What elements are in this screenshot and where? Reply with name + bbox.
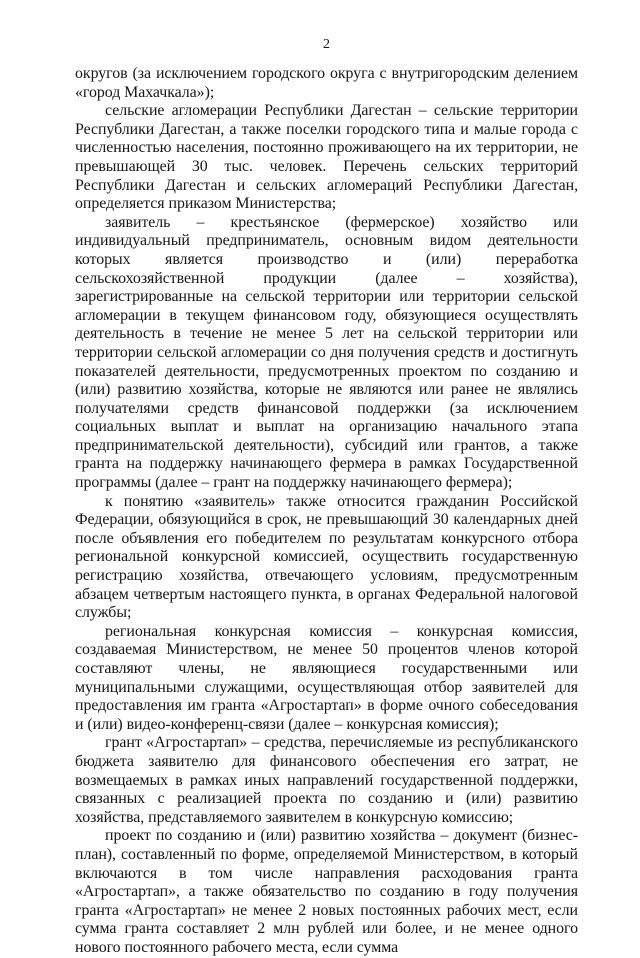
paragraph-business-project: проект по созданию и (или) развитию хозяйства – документ (бизнес-план), составленный по форме, определяемой Министерством, в который включаются в том числе направления расходования гранта «Агростартап», а также обязательство по созданию в году получения гранта «Агростартап» не менее 2 новых постоянных рабочих мест, если сумма гранта составляет 2 млн рублей или более, и не менее одного нового постоянного рабочего места, если сумма bbox=[75, 827, 578, 956]
paragraph-applicant-definition: заявитель – крестьянское (фермерское) хозяйство или индивидуальный предприниматель, основным видом деятельности которых является производство и (или) переработка сельскохозяйственной продукции (далее – хозяйства), зарегистрированные на сельской территории или территории сельской агломерации в текущем финансовом году, обязующиеся осуществлять деятельность в течение не менее 5 лет на сельской территории или территории сельской агломерации со дня получения средств и достигнуть показателей деятельности, предусмотренных проектом по созданию и (или) развитию хозяйства, которые не являются или ранее не являлись получателями средств финансовой поддержки (за исключением социальных выплат и выплат на организацию начального этапа предпринимательской деятельности), субсидий или грантов, а также гранта на поддержку начинающего фермера в рамках Государственной программы (далее – грант на поддержку начинающего фермера); bbox=[75, 213, 578, 492]
paragraph-regional-commission: региональная конкурсная комиссия – конкурсная комиссия, создаваемая Министерством, не менее 50 процентов членов которой составляют члены, не являющиеся государственными или муниципальными служащими, осуществляющая отбор заявителей для предоставления им гранта «Агростартап» в форме очного собеседования и (или) видео-конференц-связи (далее – конкурсная комиссия); bbox=[75, 622, 578, 733]
paragraph-applicant-citizen: к понятию «заявитель» также относится гражданин Российской Федерации, обязующийся в срок, не превышающий 30 календарных дней после объявления его победителем по результатам конкурсного отбора региональной конкурсной комиссией, осуществить государственную регистрацию хозяйства, отвечающего условиям, предусмотренным абзацем четвертым настоящего пункта, в органах Федеральной налоговой службы; bbox=[75, 492, 578, 622]
paragraph-grant-agrostartup: грант «Агростартап» – средства, перечисляемые из республиканского бюджета заявителю для финансового обеспечения его затрат, не возмещаемых в рамках иных направлений государственной поддержки, связанных с реализацией проекта по созданию и (или) развитию хозяйства, представляемого заявителем в конкурсную комиссию; bbox=[75, 734, 578, 826]
page-number: 2 bbox=[323, 37, 330, 52]
paragraph-okrugov: округов (за исключением городского округа с внутригородским делением «город Махачкала»); bbox=[75, 65, 578, 101]
paragraph-rural-agglomerations: сельские агломерации Республики Дагестан – сельские территории Республики Дагестан, а также поселки городского типа и малые города с численностью населения, постоянно проживающего на их территории, не превышающей 30 тыс. человек. Перечень сельских территорий Республики Дагестан и сельских агломераций Республики Дагестан, определяется приказом Министерства; bbox=[75, 102, 578, 213]
